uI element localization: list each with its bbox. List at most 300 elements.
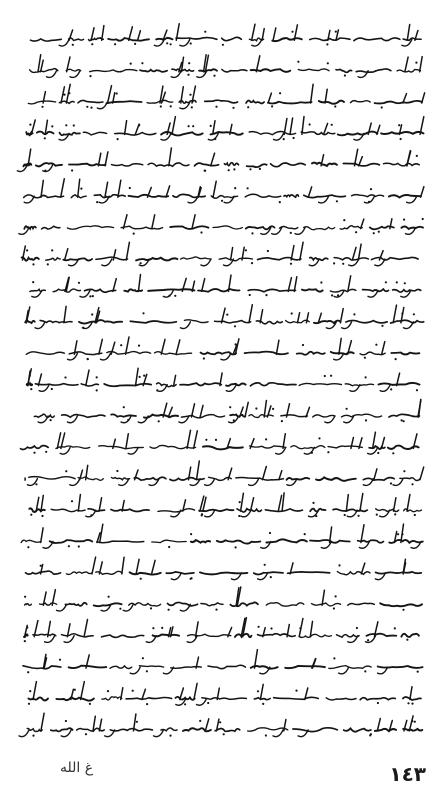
script-dot bbox=[401, 419, 403, 421]
script-dot bbox=[73, 124, 75, 126]
script-stroke bbox=[19, 730, 29, 737]
script-dot bbox=[190, 42, 192, 44]
script-dot bbox=[377, 452, 379, 454]
script-dot bbox=[251, 262, 253, 264]
script-stroke bbox=[247, 164, 267, 167]
script-dot bbox=[404, 282, 406, 284]
script-dot bbox=[234, 187, 236, 189]
script-dot bbox=[201, 514, 203, 516]
script-dot bbox=[108, 596, 110, 598]
script-stroke bbox=[294, 277, 297, 292]
script-stroke bbox=[403, 94, 407, 103]
script-stroke bbox=[354, 38, 400, 41]
script-dot bbox=[114, 43, 116, 45]
script-dot bbox=[91, 43, 93, 45]
script-stroke bbox=[316, 477, 356, 480]
script-stroke bbox=[65, 603, 86, 606]
script-dot bbox=[27, 546, 29, 548]
script-stroke bbox=[213, 181, 216, 197]
script-stroke bbox=[299, 383, 341, 385]
script-line bbox=[34, 399, 421, 422]
script-stroke bbox=[372, 257, 419, 260]
script-dot bbox=[214, 138, 216, 140]
script-stroke bbox=[312, 603, 341, 606]
script-stroke bbox=[291, 246, 294, 260]
script-stroke bbox=[38, 55, 41, 72]
script-dot bbox=[271, 105, 273, 107]
script-stroke bbox=[134, 477, 166, 480]
script-dot bbox=[64, 376, 66, 378]
script-stroke bbox=[176, 38, 217, 40]
script-dot bbox=[235, 343, 237, 345]
script-dot bbox=[117, 138, 119, 140]
script-stroke bbox=[23, 666, 61, 669]
script-dot bbox=[205, 439, 207, 441]
script-dot bbox=[238, 515, 240, 517]
script-dot bbox=[119, 608, 121, 610]
script-stroke bbox=[64, 306, 66, 322]
script-stroke bbox=[325, 89, 327, 103]
script-stroke bbox=[130, 667, 140, 674]
script-dot bbox=[33, 452, 35, 454]
script-stroke bbox=[265, 509, 302, 512]
script-dot bbox=[229, 406, 231, 408]
script-stroke bbox=[21, 540, 41, 542]
script-stroke bbox=[249, 131, 295, 134]
script-stroke bbox=[191, 540, 210, 543]
script-dot bbox=[96, 389, 98, 391]
script-stroke bbox=[376, 509, 399, 512]
script-stroke bbox=[108, 86, 112, 103]
script-stroke bbox=[288, 278, 291, 292]
script-stroke bbox=[394, 498, 396, 511]
script-stroke bbox=[284, 119, 287, 135]
script-stroke bbox=[81, 384, 98, 386]
script-stroke bbox=[195, 163, 219, 166]
script-stroke bbox=[339, 667, 349, 674]
script-dot bbox=[239, 501, 241, 503]
script-dot bbox=[400, 138, 402, 140]
script-dot bbox=[82, 327, 84, 329]
script-dot bbox=[203, 357, 205, 359]
script-dot bbox=[30, 388, 32, 390]
script-stroke bbox=[420, 57, 423, 72]
script-stroke bbox=[382, 438, 385, 449]
script-stroke bbox=[276, 447, 286, 454]
script-stroke bbox=[102, 259, 112, 266]
script-dot bbox=[207, 702, 209, 704]
script-dot bbox=[411, 483, 413, 485]
script-dot bbox=[315, 515, 317, 517]
script-stroke bbox=[213, 121, 215, 135]
script-stroke bbox=[336, 69, 352, 72]
script-dot bbox=[327, 451, 329, 453]
script-stroke bbox=[299, 634, 331, 637]
script-dot bbox=[24, 640, 26, 642]
script-stroke bbox=[24, 226, 36, 229]
script-stroke bbox=[203, 446, 243, 449]
script-stroke bbox=[293, 728, 338, 732]
script-dot bbox=[130, 63, 132, 65]
script-stroke bbox=[33, 682, 36, 700]
script-stroke bbox=[273, 730, 283, 737]
script-stroke bbox=[78, 100, 103, 102]
script-stroke bbox=[361, 563, 365, 574]
script-dot bbox=[417, 671, 419, 673]
script-stroke bbox=[302, 289, 323, 291]
script-dot bbox=[394, 513, 396, 515]
script-dot bbox=[291, 31, 293, 33]
script-stroke bbox=[211, 153, 215, 166]
script-dot bbox=[85, 733, 87, 735]
script-dot bbox=[364, 670, 366, 672]
script-stroke bbox=[215, 321, 251, 323]
script-dot bbox=[346, 408, 348, 410]
script-stroke bbox=[397, 70, 420, 72]
script-stroke bbox=[142, 689, 146, 699]
script-dot bbox=[358, 515, 360, 517]
script-dot bbox=[215, 609, 217, 611]
script-dot bbox=[324, 375, 326, 377]
script-dot bbox=[416, 389, 418, 391]
script-stroke bbox=[24, 195, 64, 198]
script-dot bbox=[355, 231, 357, 233]
script-dot bbox=[80, 188, 82, 190]
script-stroke bbox=[200, 405, 203, 417]
script-stroke bbox=[194, 431, 198, 449]
script-stroke bbox=[22, 257, 39, 260]
script-dot bbox=[90, 107, 92, 109]
script-stroke bbox=[256, 56, 260, 72]
script-stroke bbox=[393, 289, 421, 292]
script-stroke bbox=[252, 24, 255, 40]
script-dot bbox=[123, 406, 125, 408]
script-stroke bbox=[92, 557, 96, 574]
script-stroke bbox=[161, 339, 165, 354]
script-stroke bbox=[376, 572, 422, 574]
script-dot bbox=[262, 703, 264, 705]
script-dot bbox=[265, 438, 267, 440]
script-stroke bbox=[407, 495, 410, 512]
script-dot bbox=[309, 123, 311, 125]
script-stroke bbox=[30, 289, 45, 291]
script-stroke bbox=[99, 446, 144, 449]
script-stroke bbox=[249, 415, 273, 418]
script-stroke bbox=[130, 572, 161, 574]
script-stroke bbox=[57, 604, 67, 611]
script-stroke bbox=[138, 275, 140, 292]
script-stroke bbox=[266, 603, 304, 606]
script-dot bbox=[416, 155, 418, 157]
script-stroke bbox=[168, 602, 198, 605]
script-dot bbox=[414, 514, 416, 516]
script-stroke bbox=[99, 339, 103, 354]
script-dot bbox=[235, 546, 237, 548]
script-stroke bbox=[222, 69, 247, 72]
script-stroke bbox=[144, 415, 178, 418]
script-dot bbox=[92, 295, 94, 297]
script-dot bbox=[327, 62, 329, 64]
script-stroke bbox=[84, 620, 87, 637]
script-stroke bbox=[166, 572, 194, 574]
script-stroke bbox=[69, 38, 84, 40]
script-stroke bbox=[41, 60, 44, 71]
script-stroke bbox=[202, 279, 205, 292]
script-dot bbox=[335, 595, 337, 597]
script-dot bbox=[397, 533, 399, 535]
script-dot bbox=[170, 105, 172, 107]
script-stroke bbox=[66, 572, 92, 575]
script-dot bbox=[297, 61, 299, 63]
script-stroke bbox=[125, 121, 127, 135]
script-dot bbox=[44, 170, 46, 172]
script-stroke bbox=[60, 447, 70, 454]
script-stroke bbox=[202, 698, 247, 700]
script-stroke bbox=[41, 180, 43, 197]
script-dot bbox=[370, 188, 372, 190]
script-stroke bbox=[79, 320, 122, 323]
script-stroke bbox=[254, 698, 270, 700]
script-stroke bbox=[248, 728, 288, 731]
script-stroke bbox=[405, 57, 408, 72]
script-stroke bbox=[41, 495, 43, 511]
script-dot bbox=[219, 721, 221, 723]
script-stroke bbox=[62, 415, 105, 418]
script-dot bbox=[26, 249, 28, 251]
script-stroke bbox=[343, 163, 379, 165]
script-dot bbox=[378, 231, 380, 233]
script-stroke bbox=[78, 179, 80, 197]
script-stroke bbox=[208, 665, 246, 668]
script-stroke bbox=[180, 688, 184, 700]
script-stroke bbox=[154, 730, 164, 737]
script-dot bbox=[146, 670, 148, 672]
script-dot bbox=[96, 201, 98, 203]
script-dot bbox=[331, 124, 333, 126]
script-dot bbox=[32, 281, 34, 283]
script-dot bbox=[299, 627, 301, 629]
script-dot bbox=[326, 43, 328, 45]
script-stroke bbox=[410, 687, 412, 700]
script-dot bbox=[376, 514, 378, 516]
script-dot bbox=[71, 500, 73, 502]
script-stroke bbox=[407, 196, 417, 203]
script-stroke bbox=[378, 666, 423, 668]
script-line bbox=[19, 713, 422, 736]
script-dot bbox=[166, 42, 168, 44]
script-stroke bbox=[28, 697, 48, 700]
script-stroke bbox=[301, 132, 335, 135]
script-line bbox=[28, 84, 424, 109]
script-dot bbox=[290, 232, 292, 234]
script-stroke bbox=[192, 404, 195, 417]
script-dot bbox=[86, 106, 88, 108]
script-dot bbox=[304, 533, 306, 535]
script-stroke bbox=[199, 69, 217, 71]
script-dot bbox=[35, 483, 37, 485]
script-dot bbox=[168, 609, 170, 611]
script-stroke bbox=[348, 603, 375, 605]
handwriting-strokes bbox=[14, 8, 428, 750]
script-stroke bbox=[401, 634, 419, 637]
script-stroke bbox=[287, 478, 310, 480]
script-stroke bbox=[86, 370, 89, 386]
script-stroke bbox=[283, 434, 285, 449]
script-stroke bbox=[224, 163, 238, 166]
script-stroke bbox=[169, 148, 172, 166]
script-stroke bbox=[231, 248, 233, 261]
script-dot bbox=[184, 703, 186, 705]
script-stroke bbox=[28, 101, 55, 104]
script-dot bbox=[133, 233, 135, 235]
script-stroke bbox=[176, 340, 180, 354]
script-stroke bbox=[380, 385, 390, 392]
script-dot bbox=[134, 43, 136, 45]
script-stroke bbox=[105, 152, 108, 166]
script-stroke bbox=[222, 37, 242, 40]
script-dot bbox=[247, 106, 249, 108]
script-stroke bbox=[403, 729, 422, 731]
script-dot bbox=[368, 201, 370, 203]
script-dot bbox=[152, 627, 154, 629]
script-stroke bbox=[422, 93, 425, 103]
script-stroke bbox=[187, 430, 190, 448]
script-dot bbox=[390, 482, 392, 484]
script-dot bbox=[174, 295, 176, 297]
script-stroke bbox=[285, 666, 325, 668]
script-dot bbox=[107, 690, 109, 692]
script-stroke bbox=[263, 467, 267, 480]
script-dot bbox=[204, 31, 206, 33]
script-stroke bbox=[330, 527, 332, 543]
script-stroke bbox=[201, 603, 223, 606]
script-dot bbox=[422, 218, 424, 220]
script-stroke bbox=[119, 479, 129, 486]
script-stroke bbox=[97, 541, 144, 543]
script-stroke bbox=[319, 101, 344, 104]
script-stroke bbox=[174, 375, 176, 385]
script-stroke bbox=[338, 132, 378, 136]
script-stroke bbox=[122, 557, 124, 574]
script-dot bbox=[41, 106, 43, 108]
script-dot bbox=[395, 358, 397, 360]
script-stroke bbox=[31, 120, 35, 134]
script-dot bbox=[402, 609, 404, 611]
script-dot bbox=[169, 735, 171, 737]
script-dot bbox=[394, 627, 396, 629]
script-stroke bbox=[47, 71, 57, 78]
script-line bbox=[28, 682, 421, 706]
script-dot bbox=[140, 262, 142, 264]
script-dot bbox=[331, 294, 333, 296]
script-dot bbox=[343, 219, 345, 221]
script-stroke bbox=[302, 117, 304, 135]
script-dot bbox=[188, 62, 190, 64]
script-stroke bbox=[342, 322, 352, 329]
script-stroke bbox=[181, 257, 212, 259]
script-dot bbox=[375, 344, 377, 346]
script-dot bbox=[116, 92, 118, 94]
script-stroke bbox=[407, 25, 409, 41]
script-stroke bbox=[391, 353, 419, 355]
script-stroke bbox=[70, 71, 80, 78]
script-stroke bbox=[50, 540, 93, 543]
script-dot bbox=[295, 690, 297, 692]
script-stroke bbox=[59, 39, 69, 46]
script-dot bbox=[29, 375, 31, 377]
script-dot bbox=[129, 187, 131, 189]
script-dot bbox=[396, 281, 398, 283]
script-dot bbox=[283, 138, 285, 140]
script-dot bbox=[403, 420, 405, 422]
script-stroke bbox=[245, 194, 280, 197]
script-stroke bbox=[298, 69, 329, 71]
script-dot bbox=[365, 419, 367, 421]
script-dot bbox=[291, 312, 293, 314]
script-stroke bbox=[282, 493, 284, 511]
script-dot bbox=[68, 92, 70, 94]
handwritten-arabic-text bbox=[14, 8, 428, 750]
script-stroke bbox=[276, 340, 279, 354]
script-dot bbox=[78, 545, 80, 547]
script-dot bbox=[29, 124, 31, 126]
script-dot bbox=[330, 375, 332, 377]
script-dot bbox=[258, 626, 260, 628]
script-stroke bbox=[205, 719, 209, 731]
script-line bbox=[21, 430, 419, 454]
script-stroke bbox=[311, 84, 314, 103]
page-number: ١٤٣ bbox=[389, 762, 426, 786]
script-dot bbox=[146, 703, 148, 705]
script-dot bbox=[138, 124, 140, 126]
script-line bbox=[23, 650, 423, 674]
script-stroke bbox=[99, 719, 101, 731]
script-dot bbox=[215, 439, 217, 441]
script-stroke bbox=[219, 258, 252, 261]
script-dot bbox=[403, 470, 405, 472]
script-stroke bbox=[361, 525, 364, 543]
script-dot bbox=[213, 75, 215, 77]
script-stroke bbox=[217, 688, 219, 699]
script-line bbox=[30, 55, 423, 78]
script-stroke bbox=[98, 153, 100, 166]
script-stroke bbox=[351, 101, 371, 103]
script-dot bbox=[47, 263, 49, 265]
script-dot bbox=[364, 357, 366, 359]
script-stroke bbox=[360, 494, 363, 512]
script-stroke bbox=[113, 250, 115, 260]
script-stroke bbox=[64, 636, 74, 643]
script-dot bbox=[290, 263, 292, 265]
script-dot bbox=[333, 607, 335, 609]
script-stroke bbox=[377, 125, 380, 134]
script-stroke bbox=[246, 101, 264, 104]
script-line bbox=[19, 215, 424, 235]
script-line bbox=[29, 493, 421, 517]
script-dot bbox=[120, 344, 122, 346]
script-stroke bbox=[389, 414, 420, 417]
script-stroke bbox=[199, 509, 233, 511]
script-stroke bbox=[380, 603, 422, 606]
script-stroke bbox=[31, 39, 62, 41]
script-dot bbox=[247, 187, 249, 189]
script-dot bbox=[279, 201, 281, 203]
script-stroke bbox=[40, 603, 57, 605]
script-stroke bbox=[260, 684, 263, 699]
script-stroke bbox=[121, 226, 163, 229]
script-stroke bbox=[184, 320, 208, 323]
script-dot bbox=[338, 564, 340, 566]
